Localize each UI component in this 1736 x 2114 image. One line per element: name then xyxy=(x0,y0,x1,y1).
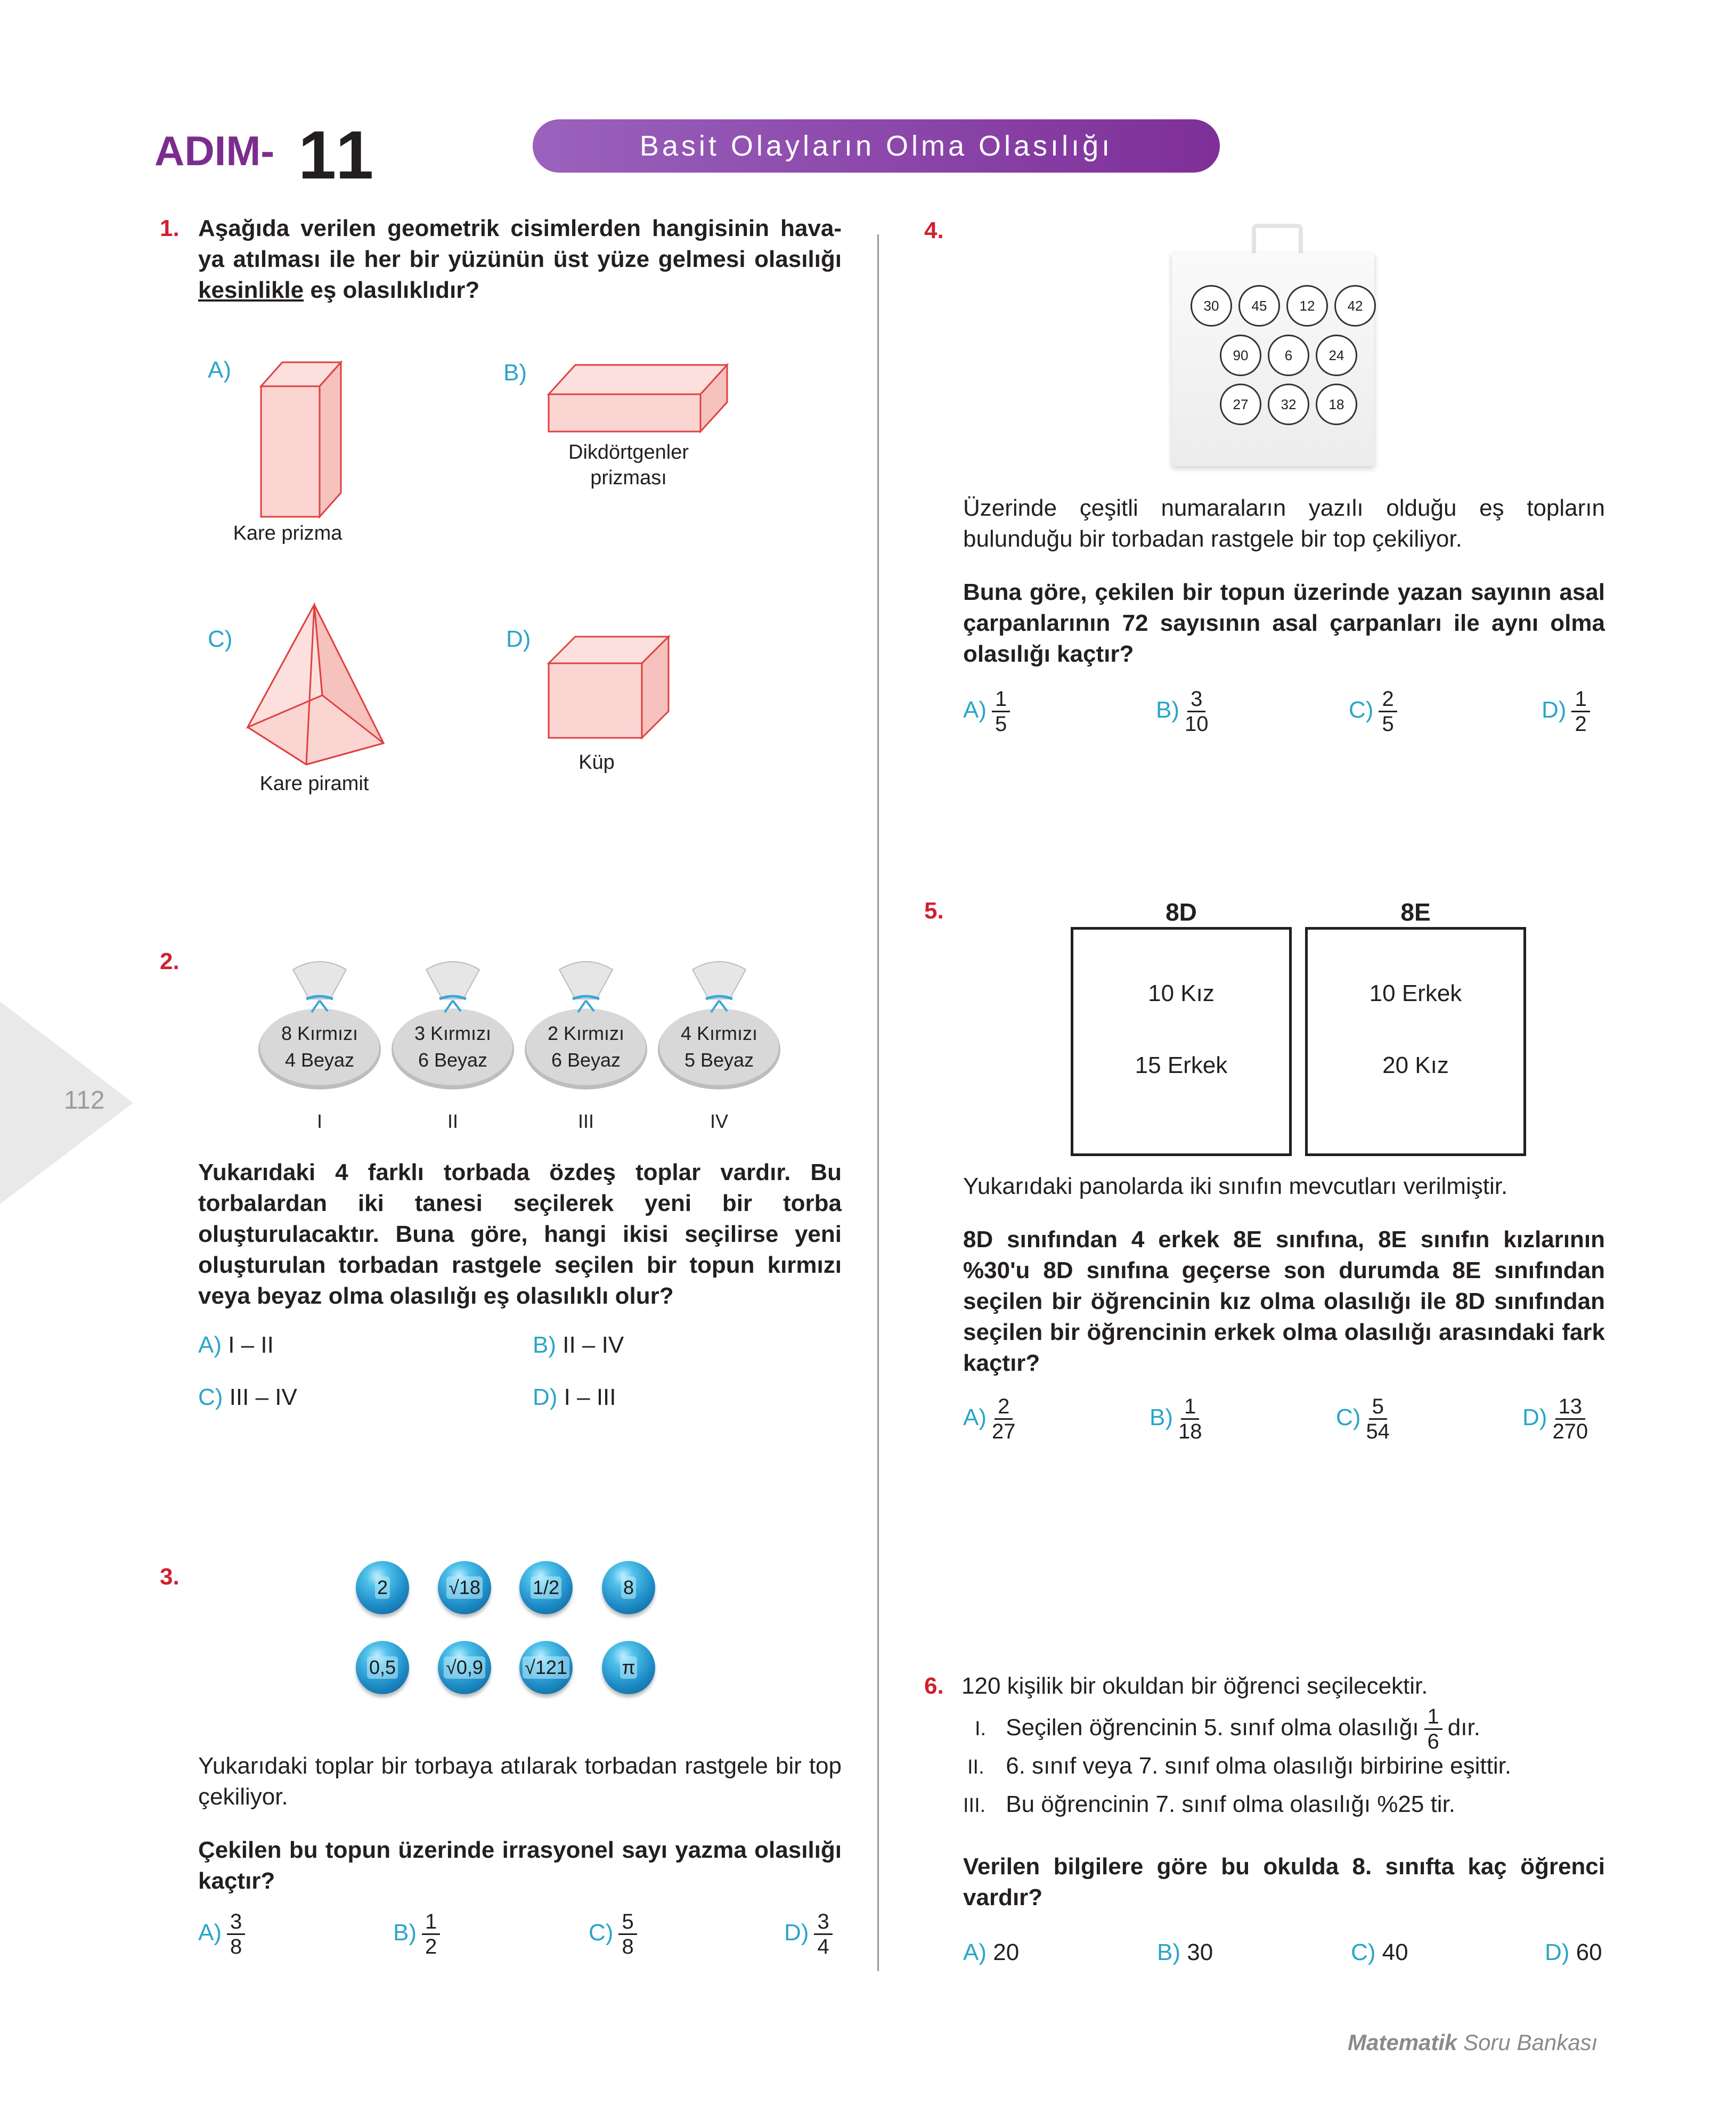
bag-line-1: 2 Kırmızı xyxy=(547,1022,625,1044)
option-letter: C) xyxy=(1349,697,1374,723)
numerator: 3 xyxy=(227,1910,245,1935)
option-b-letter: B) xyxy=(503,360,527,386)
number-ball xyxy=(1220,335,1261,376)
ball xyxy=(602,1641,655,1694)
ball xyxy=(356,1561,409,1614)
ball xyxy=(519,1641,573,1694)
question-3-question: Çekilen bu topun üzerinde irrasyonel sayı yazma olasılığı kaçtır? xyxy=(198,1837,842,1894)
ball-value: 2 xyxy=(375,1576,390,1599)
denominator: 8 xyxy=(230,1935,242,1958)
q6-option-b[interactable] xyxy=(1157,1939,1213,1966)
ball-number: 32 xyxy=(1281,396,1297,412)
q2-option-b[interactable] xyxy=(533,1332,624,1359)
footer-brand-bold: Matematik xyxy=(1348,2030,1457,2055)
bag-contents xyxy=(256,1020,384,1074)
q3-option-c[interactable] xyxy=(589,1910,637,1958)
square-pyramid-figure xyxy=(242,599,392,775)
numerator: 1 xyxy=(1571,687,1590,712)
ball-number: 27 xyxy=(1233,396,1249,412)
option-c-letter: C) xyxy=(208,626,233,652)
fraction xyxy=(618,1910,637,1958)
denominator: 5 xyxy=(1382,712,1394,736)
panel-line-2: 20 Kız xyxy=(1382,1052,1449,1078)
ball xyxy=(438,1561,491,1614)
ball-value: π xyxy=(620,1656,638,1679)
option-text: 30 xyxy=(1187,1939,1213,1965)
q4-option-a[interactable] xyxy=(963,687,1010,736)
underlined-word: kesinlikle xyxy=(198,277,304,303)
ball xyxy=(438,1641,491,1694)
ball xyxy=(356,1641,409,1694)
fraction xyxy=(1379,687,1397,736)
number-ball xyxy=(1220,384,1261,425)
fraction xyxy=(992,1395,1016,1443)
option-d-label: Küp xyxy=(578,751,615,774)
question-text-part: eş olasılıklıdır? xyxy=(304,277,480,303)
q6-option-c[interactable] xyxy=(1351,1939,1408,1966)
panel-line-1: 10 Kız xyxy=(1148,980,1215,1006)
option-letter: D) xyxy=(1545,1939,1570,1965)
footer-brand xyxy=(1348,2030,1598,2055)
statement-text: 6. sınıf veya 7. sınıf olma olasılığı birbirine eşittir. xyxy=(1006,1753,1512,1779)
option-letter: A) xyxy=(198,1920,222,1946)
ball xyxy=(602,1561,655,1614)
fraction xyxy=(814,1910,832,1958)
ball-number: 24 xyxy=(1329,347,1344,363)
q2-option-a[interactable] xyxy=(198,1332,274,1359)
q5-option-a[interactable] xyxy=(963,1395,1016,1443)
fraction xyxy=(422,1910,440,1958)
ball-value: 0,5 xyxy=(367,1656,398,1679)
panel-title: 8E xyxy=(1400,898,1431,926)
numerator: 1 xyxy=(422,1910,440,1935)
bag-roman: IV xyxy=(710,1110,728,1132)
ball-number: 90 xyxy=(1233,347,1249,363)
fraction xyxy=(1185,687,1209,736)
option-b-label: Dikdörtgenler prizması xyxy=(568,441,689,489)
question-4-question: Buna göre, çekilen bir topun üzerinde yazan sayının asal çarpanlarının 72 sayısının asal çarpanları ile aynı olma olasılığı kaçtır? xyxy=(963,579,1605,667)
statement-text: Bu öğrencinin 7. sınıf olma olasılığı %25 tir. xyxy=(1006,1791,1456,1817)
question-3-number: 3. xyxy=(160,1564,180,1590)
q2-option-d[interactable] xyxy=(533,1384,616,1411)
fraction xyxy=(227,1910,245,1958)
q3-option-a[interactable] xyxy=(198,1910,245,1958)
numerator: 2 xyxy=(1379,687,1397,712)
fraction xyxy=(1178,1395,1202,1443)
number-ball xyxy=(1334,285,1376,327)
bag-line-2: 5 Beyaz xyxy=(684,1049,754,1071)
bag-4 xyxy=(655,948,783,1140)
footer-brand-rest: Soru Bankası xyxy=(1463,2030,1598,2055)
bag-handle xyxy=(1252,224,1303,257)
option-d-letter: D) xyxy=(506,626,531,652)
q5-option-b[interactable] xyxy=(1150,1395,1202,1443)
number-ball xyxy=(1286,285,1328,327)
step-label: ADIM- xyxy=(154,127,275,174)
ball-number: 18 xyxy=(1329,396,1344,412)
bag-line-2: 6 Beyaz xyxy=(551,1049,621,1071)
option-text: I – II xyxy=(228,1332,274,1358)
question-6-question: Verilen bilgilere göre bu okulda 8. sınıfta kaç öğrenci vardır? xyxy=(963,1853,1605,1910)
bag-line-1: 8 Kırmızı xyxy=(281,1022,358,1044)
number-ball xyxy=(1268,384,1309,425)
denominator: 8 xyxy=(622,1935,634,1958)
numerator: 5 xyxy=(618,1910,637,1935)
fraction xyxy=(1424,1705,1442,1753)
step-number: 11 xyxy=(298,117,377,193)
class-panel-8e xyxy=(1305,898,1526,1159)
numerator: 3 xyxy=(1187,687,1205,712)
option-letter: B) xyxy=(533,1332,556,1358)
option-text: III – IV xyxy=(229,1384,297,1410)
panel-line-1: 10 Erkek xyxy=(1369,980,1462,1006)
ball-number: 6 xyxy=(1284,347,1293,363)
numerator: 13 xyxy=(1555,1395,1586,1420)
panel-title: 8D xyxy=(1166,898,1197,926)
bag-roman: II xyxy=(447,1110,458,1132)
bag-line-1: 3 Kırmızı xyxy=(414,1022,492,1044)
option-letter: B) xyxy=(1156,697,1179,723)
denominator: 54 xyxy=(1366,1420,1390,1443)
statement-text: Seçilen öğrencinin 5. sınıf olma olasılığı xyxy=(1006,1714,1419,1741)
option-letter: B) xyxy=(1157,1939,1180,1965)
option-letter: A) xyxy=(198,1332,222,1358)
denominator: 270 xyxy=(1552,1420,1588,1443)
numerator: 5 xyxy=(1369,1395,1387,1420)
ball xyxy=(519,1561,573,1614)
option-letter: B) xyxy=(393,1920,417,1946)
option-text: I – III xyxy=(564,1384,616,1410)
fraction xyxy=(992,687,1010,736)
number-ball xyxy=(1238,285,1280,327)
page-title: Basit Olayların Olma Olasılığı xyxy=(639,130,1113,162)
bag-2 xyxy=(389,948,517,1140)
panel-board xyxy=(1071,927,1292,1156)
option-letter: B) xyxy=(1150,1404,1173,1431)
rectangular-prism-figure xyxy=(543,357,735,442)
bag-3 xyxy=(522,948,650,1140)
fraction xyxy=(1366,1395,1390,1443)
ball-value: 8 xyxy=(621,1576,636,1599)
question-5-number: 5. xyxy=(924,898,944,924)
q4-option-c[interactable] xyxy=(1349,687,1397,736)
numerator: 1 xyxy=(992,687,1010,712)
question-5-text: Yukarıdaki panolarda iki sınıfın mevcutları verilmiştir. xyxy=(963,1173,1508,1199)
question-6-intro: 120 kişilik bir okuldan bir öğrenci seçilecektir. xyxy=(961,1673,1428,1699)
q5-option-c[interactable] xyxy=(1336,1395,1390,1443)
denominator: 4 xyxy=(817,1935,829,1958)
denominator: 5 xyxy=(995,712,1007,736)
question-3-text: Yukarıdaki toplar bir torbaya atılarak torbadan rastgele bir top çekiliyor. xyxy=(198,1753,842,1810)
question-6-number: 6. xyxy=(924,1673,944,1699)
option-a-letter: A) xyxy=(208,357,231,383)
roman-numeral: III. xyxy=(963,1794,986,1817)
question-4-text: Üzerinde çeşitli numaraların yazılı olduğu eş topların bulunduğu bir torbadan rastgele bir top çekiliyor. xyxy=(963,495,1605,552)
class-panel-8d xyxy=(1071,898,1292,1159)
option-a-label: Kare prizma xyxy=(233,522,343,544)
bag-contents xyxy=(522,1020,650,1074)
option-text: II – IV xyxy=(563,1332,624,1358)
numerator: 1 xyxy=(1181,1395,1199,1420)
bag-roman: III xyxy=(577,1110,594,1132)
denominator: 6 xyxy=(1427,1730,1439,1753)
question-number: 1. xyxy=(160,215,180,241)
option-text: 20 xyxy=(993,1939,1020,1965)
bag-line-2: 6 Beyaz xyxy=(418,1049,488,1071)
panel-board xyxy=(1305,927,1526,1156)
bag-1 xyxy=(256,948,384,1140)
number-ball xyxy=(1316,384,1357,425)
option-text: 40 xyxy=(1382,1939,1408,1965)
panel-line-2: 15 Erkek xyxy=(1135,1052,1228,1078)
denominator: 27 xyxy=(992,1420,1016,1443)
option-letter: D) xyxy=(1542,697,1567,723)
question-4-number: 4. xyxy=(924,217,944,243)
q6-option-a[interactable] xyxy=(963,1939,1019,1966)
denominator: 18 xyxy=(1178,1420,1202,1443)
option-letter: C) xyxy=(198,1384,223,1410)
statement-3 xyxy=(963,1791,1455,1818)
bag-line-2: 4 Beyaz xyxy=(284,1049,355,1071)
numerator: 2 xyxy=(995,1395,1013,1420)
roman-numeral: II. xyxy=(967,1756,984,1778)
option-letter: C) xyxy=(589,1920,614,1946)
denominator: 10 xyxy=(1185,712,1209,736)
bag-roman: I xyxy=(316,1110,322,1132)
bag-line-1: 4 Kırmızı xyxy=(680,1022,758,1044)
option-letter: A) xyxy=(963,1404,987,1431)
option-letter: D) xyxy=(533,1384,558,1410)
question-text xyxy=(198,213,842,306)
column-divider xyxy=(877,234,879,1971)
statement-2 xyxy=(967,1753,1511,1779)
q2-option-c[interactable] xyxy=(198,1384,297,1411)
shopping-bag-figure xyxy=(1172,224,1374,469)
question-2-number: 2. xyxy=(160,948,180,974)
bag-contents xyxy=(655,1020,783,1074)
option-letter: D) xyxy=(784,1920,809,1946)
number-ball xyxy=(1191,285,1232,327)
question-2-text: Yukarıdaki 4 farklı torbada özdeş toplar vardır. Bu torbalardan iki tanesi seçilerek yeni bir torba oluşturulacaktır. Buna göre, hangi ikisi seçilirse yeni oluşturulan torbadan rastgele seçilen bir topun kırmızı veya beyaz olma olasılığı eş olasılıklı olur? xyxy=(198,1159,842,1309)
bag-contents xyxy=(389,1020,517,1074)
ball-value: 1/2 xyxy=(531,1576,561,1599)
option-letter: A) xyxy=(963,1939,987,1965)
question-5-question: 8D sınıfından 4 erkek 8E sınıfına, 8E sınıfın kızlarının %30'u 8D sınıfına geçerse son durumda 8E sınıfından seçilen bir öğrencinin kız olma olasılığı ile 8D sınıfından seçilen bir öğrencinin erkek olma olasılığı arasındaki fark kaçtır? xyxy=(963,1226,1605,1376)
title-banner xyxy=(533,119,1220,173)
ball-number: 12 xyxy=(1299,297,1315,314)
option-c-label: Kare piramit xyxy=(259,773,369,795)
ball-number: 42 xyxy=(1347,297,1363,314)
denominator: 2 xyxy=(1575,712,1587,736)
q3-option-d[interactable] xyxy=(784,1910,833,1958)
ball-number: 45 xyxy=(1251,297,1267,314)
number-ball xyxy=(1268,335,1309,376)
number-ball xyxy=(1316,335,1357,376)
ball-value: √18 xyxy=(446,1576,483,1599)
bags-row xyxy=(256,948,799,1140)
fraction xyxy=(1571,687,1590,736)
option-letter: D) xyxy=(1522,1404,1547,1431)
square-prism-figure xyxy=(250,354,357,525)
ball-value: √0,9 xyxy=(444,1656,485,1679)
numerator: 3 xyxy=(814,1910,832,1935)
option-text: 60 xyxy=(1576,1939,1602,1965)
q6-option-d[interactable] xyxy=(1545,1939,1602,1966)
option-letter: C) xyxy=(1351,1939,1376,1965)
page-number: 112 xyxy=(64,1086,105,1115)
option-letter: A) xyxy=(963,697,987,723)
ball-number: 30 xyxy=(1203,297,1219,314)
numerator: 1 xyxy=(1424,1705,1442,1730)
option-letter: C) xyxy=(1336,1404,1361,1431)
question-text-part: Aşağıda verilen geometrik cisimlerden hangisinin hava-ya atılması ile her bir yüzünün üst yüze gelmesi olasılığı xyxy=(198,215,842,272)
cube-figure xyxy=(543,626,677,743)
q4-option-b[interactable] xyxy=(1156,687,1209,736)
q5-option-d[interactable] xyxy=(1522,1395,1588,1443)
statement-tail: dır. xyxy=(1447,1714,1480,1741)
ball-value: √121 xyxy=(523,1656,569,1679)
denominator: 2 xyxy=(425,1935,437,1958)
q4-option-d[interactable] xyxy=(1542,687,1590,736)
fraction xyxy=(1552,1395,1588,1443)
q3-option-b[interactable] xyxy=(393,1910,440,1958)
roman-numeral: I. xyxy=(975,1718,987,1741)
statement-1 xyxy=(975,1705,1480,1753)
